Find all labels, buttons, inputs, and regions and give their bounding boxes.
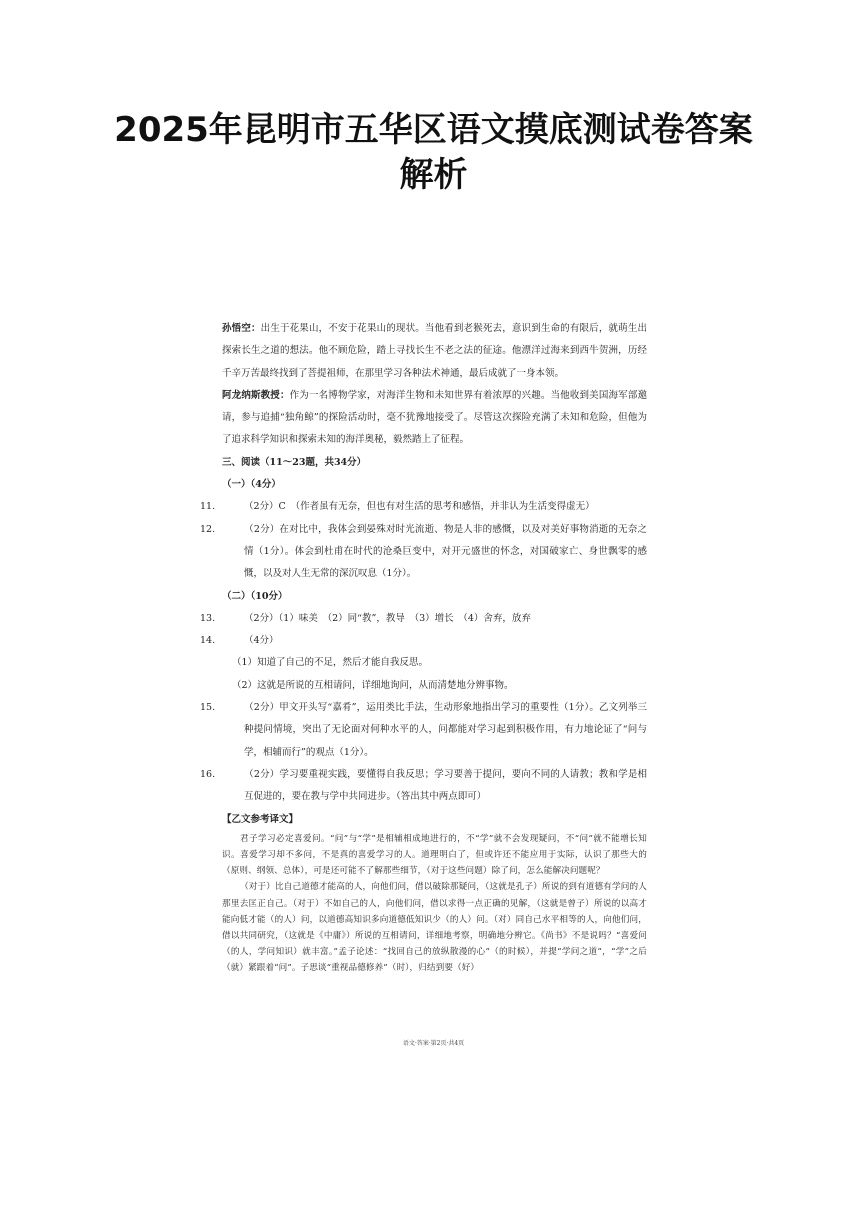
question-number: 14. (200, 635, 216, 647)
translation-paragraph: 君子学习必定喜爱问。“问”与“学”是相辅相成地进行的，不“学”就不会发现疑问，不“问”就不能增长知识。喜爱学习却不多问，不是真的喜爱学习的人。道理明白了，但或许还不能应用于实际，认识了那些大的（原则、纲领、总体），可是还可能不了解那些细节，（对于这些问题）除了问，怎么能解决问题呢？ (222, 833, 647, 877)
character-paragraph-sunwukong (222, 318, 647, 385)
question-15 (200, 697, 647, 764)
part-heading: （一）（4分） (222, 479, 281, 491)
question-11 (200, 496, 647, 518)
question-16 (200, 764, 647, 809)
question-number: 12. (200, 523, 216, 535)
character-text: 作为一名博物学家，对海洋生物和未知世界有着浓厚的兴趣。当他收到美国海军部邀请，参与追捕“独角鲸”的探险活动时，毫不犹豫地接受了。尽管这次探险充满了未知和危险，但他为了追求科学知识和探索未知的海洋奥秘，毅然踏上了征程。 (222, 389, 647, 446)
question-14-sub2: （2）这就是所说的互相请问，详细地询问，从而清楚地分辨事物。 (232, 679, 514, 691)
character-paragraph-aronnax (222, 385, 647, 452)
part-heading: （二）（10分） (222, 590, 288, 602)
question-answer: （2分）学习要重视实践，要懂得自我反思；学习要善于提问，要向不同的人请教；教和学是相互促进的，要在教与学中共同进步。（答出其中两点即可） (244, 768, 647, 803)
section-heading: 三、阅读（11～23题，共34分） (222, 456, 367, 468)
question-13 (200, 608, 647, 630)
question-answer: （2分）甲文开头写“嘉肴”，运用类比手法，生动形象地指出学习的重要性（1分）。乙文列举三种提问情境，突出了无论面对何种水平的人，问都能对学习起到积极作用，有力地论证了“问与学，相辅而行”的观点（1分）。 (244, 702, 647, 758)
question-14 (200, 630, 647, 652)
character-name: 孙悟空： (222, 323, 261, 334)
page-title-line2: 解析 (399, 155, 468, 195)
question-answer: （4分） (244, 635, 279, 647)
question-14-sub1: （1）知道了自己的不足，然后才能自我反思。 (232, 657, 429, 669)
page-title-line1: 2025年昆明市五华区语文摸底测试卷答案 (114, 110, 753, 150)
answer-content (200, 318, 647, 977)
reference-translation-title: 【乙文参考译文】 (222, 813, 299, 825)
question-answer: （2分）C （作者虽有无奈，但也有对生活的思考和感悟，并非认为生活变得虚无） (244, 501, 595, 513)
question-answer: （2分）（1）味美 （2）同“教”，教导 （3）增长 （4）舍弃，放弃 (244, 612, 531, 624)
translation-paragraph: （对于）比自己道德才能高的人，向他们问，借以破除那疑问，（这就是孔子）所说的到有道德有学问的人那里去匡正自己。（对于）不如自己的人，向他们问，借以求得一点正确的见解，（这就是曾子）所说的以高才能向低才能（的人）问，以道德高知识多向道德低知识少（的人）问。（对）同自己水平相等的人，向他们问，借以共同研究，（这就是《中庸》）所说的互相请问，详细地考察，明确地分辨它。《尚书》不是说吗？“喜爱问（的人，学问知识）就丰富。”孟子论述：“找回自己的放纵散漫的心”（的时候），并提“学问之道”，“学”之后（就）紧跟着“问”。子思谈“重视品德修养”（时），归结到要（好） (222, 882, 647, 974)
question-number: 16. (200, 768, 216, 780)
question-number: 13. (200, 612, 216, 624)
character-name: 阿龙纳斯教授： (222, 389, 290, 401)
character-text: 出生于花果山，不安于花果山的现状。当他看到老猴死去，意识到生命的有限后，就萌生出探索长生之道的想法。他不顾危险，踏上寻找长生不老之法的征途。他漂洋过海来到西牛贺洲，历经千辛万苦最终找到了菩提祖师，在那里学习各种法术神通，最后成就了一身本领。 (222, 323, 647, 379)
question-12 (200, 519, 647, 586)
question-answer: （2分）在对比中，我体会到晏殊对时光流逝、物是人非的感慨，以及对美好事物消逝的无奈之情（1分）。体会到杜甫在时代的沧桑巨变中，对开元盛世的怀念，对国破家亡、身世飘零的感慨，以及对人生无常的深沉叹息（1分）。 (244, 523, 647, 580)
question-number: 15. (200, 702, 216, 714)
page-footer: 语文·答案·第2页·共4页 (402, 1040, 465, 1047)
question-number: 11. (200, 501, 216, 513)
